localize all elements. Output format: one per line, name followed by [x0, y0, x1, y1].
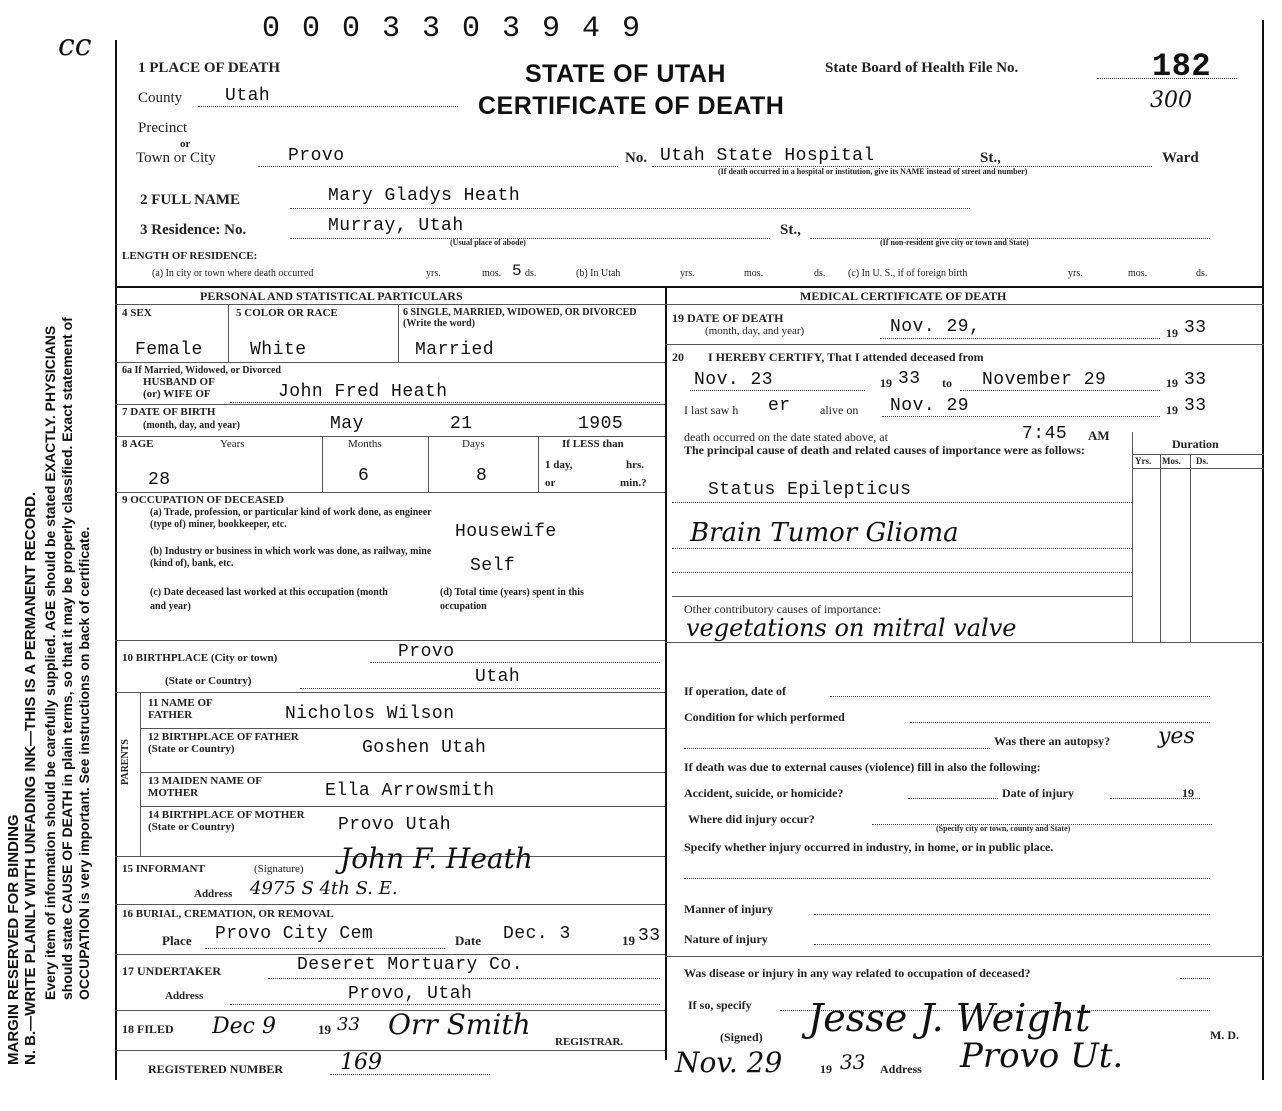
- length-ds: ds.: [525, 268, 537, 279]
- attend-from-19: 19: [880, 376, 892, 390]
- attend-to-year: 33: [1184, 370, 1207, 390]
- last-saw-label: I last saw h: [684, 403, 739, 417]
- cause-primary: Status Epilepticus: [708, 480, 912, 500]
- town-label: Town or City: [136, 150, 216, 166]
- informant-signature-label: (Signature): [254, 863, 304, 875]
- right-frame-line: [1262, 20, 1264, 1080]
- corner-mark: cc: [58, 28, 92, 63]
- length-utah-label: (b) In Utah: [576, 268, 621, 279]
- physician-address: Provo Ut.: [960, 1036, 1124, 1076]
- signed-date: Nov. 29: [675, 1046, 783, 1079]
- accident-label: Accident, suicide, or homicide?: [684, 786, 844, 800]
- spouse-label-3: (or) WIFE OF: [143, 388, 211, 400]
- undertaker-label: 17 UNDERTAKER: [122, 964, 222, 978]
- occupation-b-label: (b) Industry or business in which work was done, as railway, mine (kind of), bank, etc.: [150, 546, 432, 569]
- occupation-b-value: Self: [470, 556, 516, 576]
- dod-value: Nov. 29,: [890, 317, 981, 337]
- registrar-label: REGISTRAR.: [555, 1036, 624, 1048]
- cause-secondary: Brain Tumor Glioma: [690, 518, 959, 548]
- days-label: Days: [462, 438, 485, 450]
- dod-sub-label: (month, day, and year): [705, 325, 805, 337]
- spouse-value: John Fred Heath: [278, 382, 448, 402]
- registered-number-label: REGISTERED NUMBER: [148, 1062, 284, 1076]
- where-injury-label: Where did injury occur?: [688, 812, 815, 826]
- autopsy-label: Was there an autopsy?: [994, 734, 1111, 748]
- manner-of-injury-label: Manner of injury: [684, 902, 774, 916]
- occupation-d-label: (d) Total time (years) spent in this occupation: [440, 587, 584, 612]
- margin-instructions-line3: OCCUPATION is very important. See instructions on back of certificate.: [76, 526, 92, 1000]
- filed-year-prefix: 19: [318, 1022, 331, 1037]
- cause-intro-label: The principal cause of death and related causes of importance were as follows:: [684, 443, 1085, 457]
- dod-year-prefix: 19: [1166, 326, 1178, 340]
- months-label: Months: [348, 438, 382, 450]
- undertaker-address: Provo, Utah: [348, 984, 473, 1004]
- injury-date-label: Date of injury: [1002, 786, 1074, 800]
- full-name-value: Mary Gladys Heath: [328, 186, 521, 206]
- occupation-a-value: Housewife: [455, 522, 557, 542]
- length-us-label: (c) In U. S., if of foreign birth: [848, 268, 968, 279]
- hrs-label: hrs.: [626, 459, 645, 471]
- last-saw-date: Nov. 29: [890, 396, 970, 416]
- spouse-label-2: HUSBAND OF: [143, 376, 215, 388]
- margin-binding-text: MARGIN RESERVED FOR BINDING: [5, 814, 22, 1065]
- medical-header: MEDICAL CERTIFICATE OF DEATH: [800, 289, 1007, 303]
- length-mos: mos.: [482, 268, 502, 279]
- nonresident-note: (If non-resident give city or town and State): [880, 238, 1029, 247]
- father-birthplace-value: Goshen Utah: [362, 738, 487, 758]
- margin-instructions-line1: Every item of information should be carefully supplied. AGE should be stated EXACTLY. PHYSICIANS: [42, 325, 58, 1000]
- occupational-label: Was disease or injury in any way related to occupation of deceased?: [684, 966, 1031, 980]
- birthplace-state: Utah: [475, 667, 521, 687]
- informant-address-label: Address: [194, 888, 233, 900]
- informant-label: 15 INFORMANT: [122, 863, 205, 875]
- residence-label: 3 Residence: No.: [140, 222, 247, 238]
- death-ampm: AM: [1088, 428, 1110, 443]
- burial-date-label: Date: [455, 933, 481, 948]
- sex-label: 4 SEX: [122, 307, 152, 319]
- specify-injury-label: Specify whether injury occurred in industry, in home, or in public place.: [684, 840, 1054, 854]
- filed-label: 18 FILED: [122, 1022, 174, 1036]
- town-value: Provo: [288, 146, 345, 166]
- md-label: M. D.: [1210, 1028, 1239, 1042]
- institution-note: (If death occurred in a hospital or institution, give its NAME instead of street and number): [718, 167, 1028, 176]
- section-top-line: [115, 286, 1264, 288]
- length-utah-mos: mos.: [744, 268, 764, 279]
- attend-from: Nov. 23: [694, 370, 774, 390]
- duration-yrs-label: Yrs.: [1135, 456, 1152, 466]
- board-file-number: 182: [1152, 48, 1212, 85]
- length-yrs: yrs.: [426, 268, 441, 279]
- dob-sub-label: (month, day, and year): [143, 420, 240, 431]
- last-saw-19: 19: [1166, 403, 1178, 417]
- length-of-residence-label: LENGTH OF RESIDENCE:: [122, 250, 258, 262]
- physician-signature: Jesse J. Weight: [808, 996, 1091, 1040]
- certificate-title: CERTIFICATE OF DEATH: [478, 92, 785, 120]
- occupation-label: 9 OCCUPATION OF DECEASED: [122, 494, 285, 506]
- registered-number: 169: [340, 1050, 382, 1075]
- handwritten-number: 300: [1150, 88, 1192, 113]
- mother-birthplace-label: 14 BIRTHPLACE OF MOTHER (State or Country): [148, 809, 305, 833]
- nature-of-injury-label: Nature of injury: [684, 932, 768, 946]
- occupation-a-label: (a) Trade, profession, or particular kind of work done, as engineer (type of) miner, bookkeeper, etc.: [150, 507, 432, 530]
- undertaker-value: Deseret Mortuary Co.: [297, 955, 524, 975]
- birthplace-label: 10 BIRTHPLACE (City or town): [122, 652, 278, 664]
- age-days-value: 8: [476, 466, 488, 486]
- last-saw-year: 33: [1184, 396, 1207, 416]
- board-file-label: State Board of Health File No.: [825, 60, 1019, 76]
- st-label: St.,: [980, 150, 1001, 166]
- birthplace-city: Provo: [398, 642, 455, 662]
- left-frame-line: [115, 40, 117, 1080]
- state-title: STATE OF UTAH: [525, 60, 726, 88]
- mother-birthplace-value: Provo Utah: [338, 815, 452, 835]
- informant-address: 4975 S 4th S. E.: [250, 878, 398, 899]
- last-saw-her: er: [768, 396, 791, 416]
- years-label: Years: [220, 438, 245, 450]
- birthplace-state-label: (State or Country): [165, 675, 252, 687]
- dob-month: May: [330, 414, 364, 434]
- or-min-label: or: [545, 477, 556, 489]
- condition-label: Condition for which performed: [684, 710, 845, 724]
- ward-label: Ward: [1162, 150, 1199, 166]
- duration-ds-label: Ds.: [1196, 456, 1209, 466]
- margin-notice-text: N. B.—WRITE PLAINLY WITH UNFADING INK—THIS IS A PERMANENT RECORD.: [22, 491, 39, 1065]
- parents-label: PARENTS: [120, 739, 131, 785]
- length-city-label: (a) In city or town where death occurred: [152, 268, 314, 279]
- signed-year: 33: [840, 1050, 866, 1074]
- no-label: No.: [625, 150, 648, 166]
- burial-place-label: Place: [162, 933, 192, 948]
- personal-header: PERSONAL AND STATISTICAL PARTICULARS: [200, 289, 463, 303]
- county-label: County: [138, 90, 183, 106]
- duration-label: Duration: [1172, 437, 1219, 451]
- dob-day: 21: [450, 414, 473, 434]
- county-value: Utah: [225, 86, 271, 106]
- or-label: or: [180, 138, 191, 150]
- min-label: min.?: [620, 477, 647, 489]
- where-injury-note: (Specify city or town, county and State): [936, 824, 1071, 833]
- column-divider: [665, 286, 667, 1060]
- age-years-value: 28: [148, 470, 171, 490]
- father-label: 11 NAME OF FATHER: [148, 697, 213, 721]
- margin-instructions-line2: should state CAUSE OF DEATH in plain terms, so that it may be properly classified. Exact statement of: [59, 317, 75, 1000]
- burial-place-value: Provo City Cem: [215, 924, 374, 944]
- burial-date-value: Dec. 3: [503, 924, 571, 944]
- filed-date: Dec 9: [212, 1014, 276, 1039]
- attend-to-19: 19: [1166, 376, 1178, 390]
- registrar-signature: Orr Smith: [388, 1008, 531, 1041]
- length-days-value: 5: [512, 262, 523, 280]
- signed-year-prefix: 19: [820, 1062, 832, 1076]
- burial-year-prefix: 19: [622, 933, 635, 948]
- age-months-value: 6: [358, 466, 370, 486]
- father-value: Nicholos Wilson: [285, 704, 455, 724]
- autopsy-value: yes: [1158, 724, 1195, 749]
- to-label: to: [942, 376, 952, 390]
- undertaker-address-label: Address: [165, 990, 204, 1002]
- length-utah-yrs: yrs.: [680, 268, 695, 279]
- residence-value: Murray, Utah: [328, 216, 464, 236]
- marital-value: Married: [415, 340, 495, 360]
- length-us-yrs: yrs.: [1068, 268, 1083, 279]
- occupation-c-label: (c) Date deceased last worked at this occupation (month and year): [150, 587, 388, 612]
- alive-on-label: alive on: [820, 403, 859, 417]
- attend-to: November 29: [982, 370, 1107, 390]
- marital-label: 6 SINGLE, MARRIED, WIDOWED, OR DIVORCED (Write the word): [403, 307, 637, 329]
- operation-label: If operation, date of: [684, 684, 786, 698]
- death-occurred-label: death occurred on the date stated above, at: [684, 430, 888, 444]
- duration-mos-label: Mos.: [1162, 456, 1181, 466]
- filed-year: 33: [337, 1014, 360, 1035]
- less-than-label: If LESS than: [562, 438, 624, 450]
- age-label: 8 AGE: [122, 438, 154, 450]
- one-day-label: 1 day,: [545, 459, 573, 471]
- length-us-mos: mos.: [1128, 268, 1148, 279]
- burial-year: 33: [638, 926, 661, 946]
- dod-year: 33: [1184, 318, 1207, 338]
- mother-label: 13 MAIDEN NAME OF MOTHER: [148, 775, 262, 799]
- burial-label: 16 BURIAL, CREMATION, OR REMOVAL: [122, 908, 334, 920]
- dob-label: 7 DATE OF BIRTH: [122, 406, 216, 418]
- serial-number: 0 0 0 3 3 0 3 9 4 9: [262, 12, 643, 46]
- color-label: 5 COLOR OR RACE: [236, 307, 338, 319]
- color-value: White: [250, 340, 307, 360]
- injury-year-prefix: 19: [1182, 786, 1194, 800]
- attend-from-year: 33: [898, 369, 921, 389]
- length-us-ds: ds.: [1196, 268, 1208, 279]
- signed-label: (Signed): [720, 1030, 763, 1044]
- mother-value: Ella Arrowsmith: [325, 781, 495, 801]
- certify-label: 20 I HEREBY CERTIFY, That I attended deceased from: [672, 350, 984, 364]
- spouse-label-1: 6a If Married, Widowed, or Divorced: [122, 365, 281, 376]
- other-cause-value: vegetations on mitral valve: [686, 614, 1017, 642]
- sex-value: Female: [135, 340, 203, 360]
- place-of-death-label: 1 PLACE OF DEATH: [138, 60, 281, 76]
- residence-st-label: St.,: [780, 222, 801, 238]
- usual-abode-note: (Usual place of abode): [450, 238, 526, 247]
- dob-year: 1905: [578, 414, 624, 434]
- length-utah-ds: ds.: [814, 268, 826, 279]
- father-birthplace-label: 12 BIRTHPLACE OF FATHER (State or Country): [148, 731, 299, 755]
- physician-address-label: Address: [880, 1062, 922, 1076]
- death-time: 7:45: [1022, 424, 1068, 444]
- if-so-label: If so, specify: [688, 998, 752, 1012]
- external-causes-label: If death was due to external causes (violence) fill in also the following:: [684, 760, 1041, 774]
- other-causes-label: Other contributory causes of importance:: [684, 602, 882, 616]
- full-name-label: 2 FULL NAME: [140, 192, 241, 208]
- dod-label: 19 DATE OF DEATH: [672, 311, 784, 325]
- informant-signature: John F. Heath: [340, 842, 533, 875]
- institution-value: Utah State Hospital: [660, 146, 875, 166]
- precinct-label: Precinct: [138, 120, 188, 136]
